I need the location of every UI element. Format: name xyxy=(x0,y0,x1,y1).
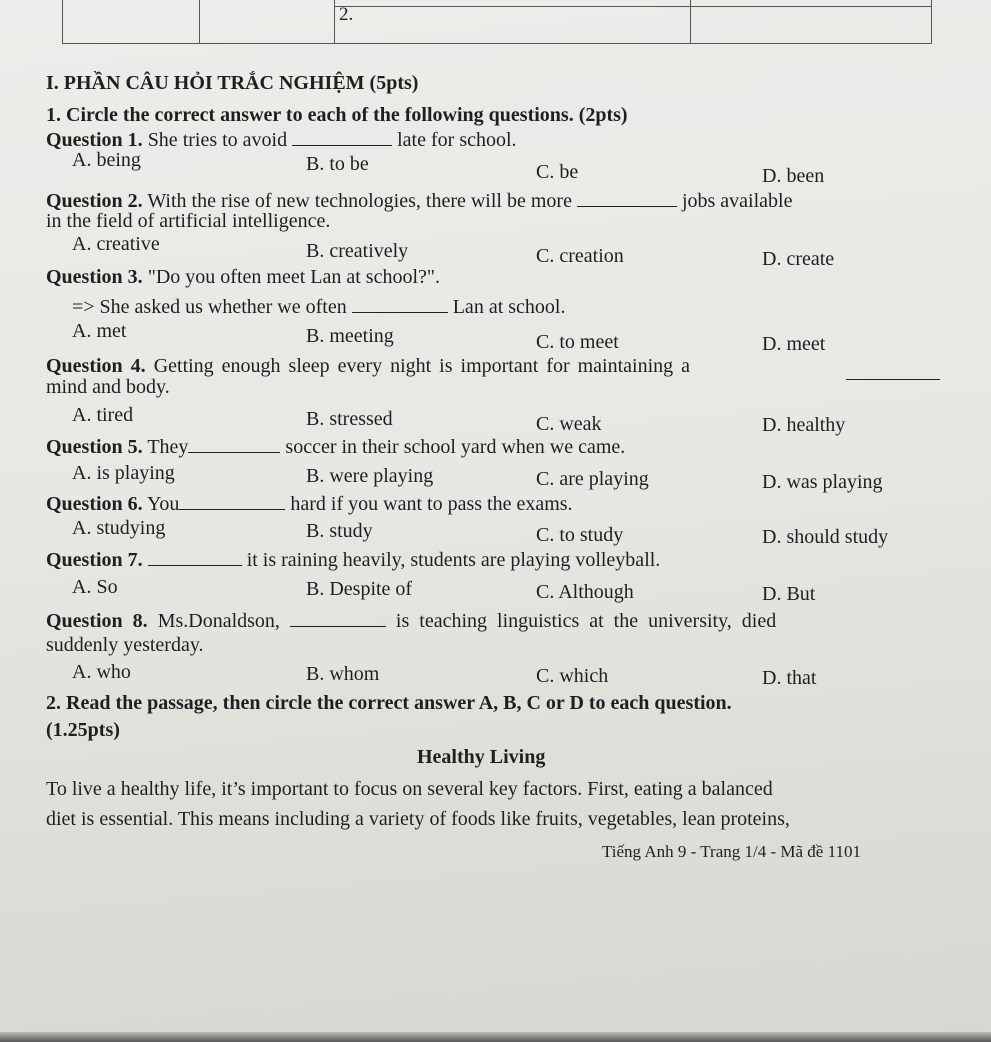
answer-blank[interactable] xyxy=(188,434,280,453)
option-a[interactable]: A. who xyxy=(72,661,131,683)
question-3 xyxy=(46,266,440,288)
option-b[interactable]: B. to be xyxy=(306,153,369,175)
question-2 xyxy=(46,188,792,212)
option-b[interactable]: B. stressed xyxy=(306,408,393,430)
section-title: I. PHẦN CÂU HỎI TRẮC NGHIỆM (5pts) xyxy=(46,72,419,94)
option-c[interactable]: C. are playing xyxy=(536,468,649,490)
question-text: late for school. xyxy=(392,129,517,151)
question-5 xyxy=(46,434,625,458)
option-c[interactable]: C. creation xyxy=(536,245,624,267)
page-edge-shadow xyxy=(0,1032,991,1042)
option-a[interactable]: A. So xyxy=(72,576,118,598)
page-number-label: 2. xyxy=(339,4,354,25)
section-2-points: (1.25pts) xyxy=(46,719,120,741)
question-text: They xyxy=(142,436,189,458)
question-text: Getting enough sleep every night is important for maintaining a xyxy=(145,355,691,377)
option-d[interactable]: D. was playing xyxy=(762,471,883,493)
question-6 xyxy=(46,491,573,515)
answer-blank[interactable] xyxy=(179,491,285,510)
answer-blank[interactable] xyxy=(352,294,448,313)
option-b[interactable]: B. creatively xyxy=(306,240,409,262)
answer-blank[interactable] xyxy=(846,361,940,380)
question-label: Question 2. xyxy=(46,190,143,212)
option-a[interactable]: A. being xyxy=(72,149,141,171)
question-2-continued: in the field of artificial intelligence. xyxy=(46,210,331,232)
question-1 xyxy=(46,127,517,151)
option-d[interactable]: D. healthy xyxy=(762,414,846,436)
question-text: Lan at school. xyxy=(447,296,566,318)
question-label: Question 4. xyxy=(46,355,146,377)
question-label: Question 3. xyxy=(46,266,143,288)
answer-blank[interactable] xyxy=(148,547,242,566)
option-d[interactable]: D. create xyxy=(762,248,835,270)
question-text: it is raining heavily, students are playing volleyball. xyxy=(241,549,661,571)
option-a[interactable]: A. met xyxy=(72,320,127,342)
header-table xyxy=(62,0,932,44)
question-label: Question 8. xyxy=(46,610,148,632)
option-b[interactable]: B. meeting xyxy=(306,325,394,347)
option-b[interactable]: B. whom xyxy=(306,663,380,685)
option-d[interactable]: D. meet xyxy=(762,333,826,355)
question-label: Question 6. xyxy=(46,493,143,515)
question-7 xyxy=(46,547,660,571)
passage-title: Healthy Living xyxy=(417,746,546,768)
passage-line: diet is essential. This means including a variety of foods like fruits, vegetables, lean proteins, xyxy=(46,808,790,830)
option-b[interactable]: B. study xyxy=(306,520,373,542)
section-2-instruction: 2. Read the passage, then circle the correct answer A, B, C or D to each question. xyxy=(46,692,732,714)
option-a[interactable]: A. tired xyxy=(72,404,134,426)
option-a[interactable]: A. studying xyxy=(72,517,166,539)
option-c[interactable]: C. be xyxy=(536,161,579,183)
question-text: soccer in their school yard when we came. xyxy=(280,436,626,458)
question-label: Question 7. xyxy=(46,549,143,571)
header-cell-number xyxy=(335,0,691,43)
question-4-continued: mind and body. xyxy=(46,376,170,398)
question-text: => She asked us whether we often xyxy=(72,296,352,318)
option-c[interactable]: C. weak xyxy=(536,413,602,435)
question-3-line-2 xyxy=(72,294,565,318)
question-text: She tries to avoid xyxy=(142,129,293,151)
option-c[interactable]: C. which xyxy=(536,665,609,687)
answer-blank[interactable] xyxy=(290,608,386,627)
option-d[interactable]: D. that xyxy=(762,667,817,689)
option-d[interactable]: D. should study xyxy=(762,526,889,548)
answer-blank[interactable] xyxy=(577,188,677,207)
question-text: jobs available xyxy=(676,190,793,212)
question-text: With the rise of new technologies, there will be more xyxy=(142,190,577,212)
question-label: Question 5. xyxy=(46,436,143,458)
option-a[interactable]: A. is playing xyxy=(72,462,175,484)
question-8 xyxy=(46,608,776,632)
option-d[interactable]: D. been xyxy=(762,165,825,187)
question-text: hard if you want to pass the exams. xyxy=(285,493,573,515)
option-b[interactable]: B. Despite of xyxy=(306,578,413,600)
option-a[interactable]: A. creative xyxy=(72,233,160,255)
option-c[interactable]: C. Although xyxy=(536,581,634,603)
header-cell xyxy=(691,0,931,43)
question-text: You xyxy=(142,493,180,515)
option-c[interactable]: C. to meet xyxy=(536,331,619,353)
answer-blank[interactable] xyxy=(292,127,392,146)
question-text: is teaching linguistics at the university, died xyxy=(385,610,777,632)
option-b[interactable]: B. were playing xyxy=(306,465,434,487)
passage-line: To live a healthy life, it’s important to focus on several key factors. First, eating a balanced xyxy=(46,778,773,800)
question-label: Question 1. xyxy=(46,129,143,151)
question-8-continued: suddenly yesterday. xyxy=(46,634,204,656)
question-text: Ms.Donaldson, xyxy=(147,610,290,632)
question-text: "Do you often meet Lan at school?". xyxy=(142,266,441,288)
option-d[interactable]: D. But xyxy=(762,583,816,605)
option-c[interactable]: C. to study xyxy=(536,524,624,546)
page-footer: Tiếng Anh 9 - Trang 1/4 - Mã đề 1101 xyxy=(602,842,861,861)
header-cell xyxy=(200,0,335,43)
header-cell xyxy=(63,0,200,43)
section-instruction: 1. Circle the correct answer to each of the following questions. (2pts) xyxy=(46,104,628,126)
question-4 xyxy=(46,355,690,377)
